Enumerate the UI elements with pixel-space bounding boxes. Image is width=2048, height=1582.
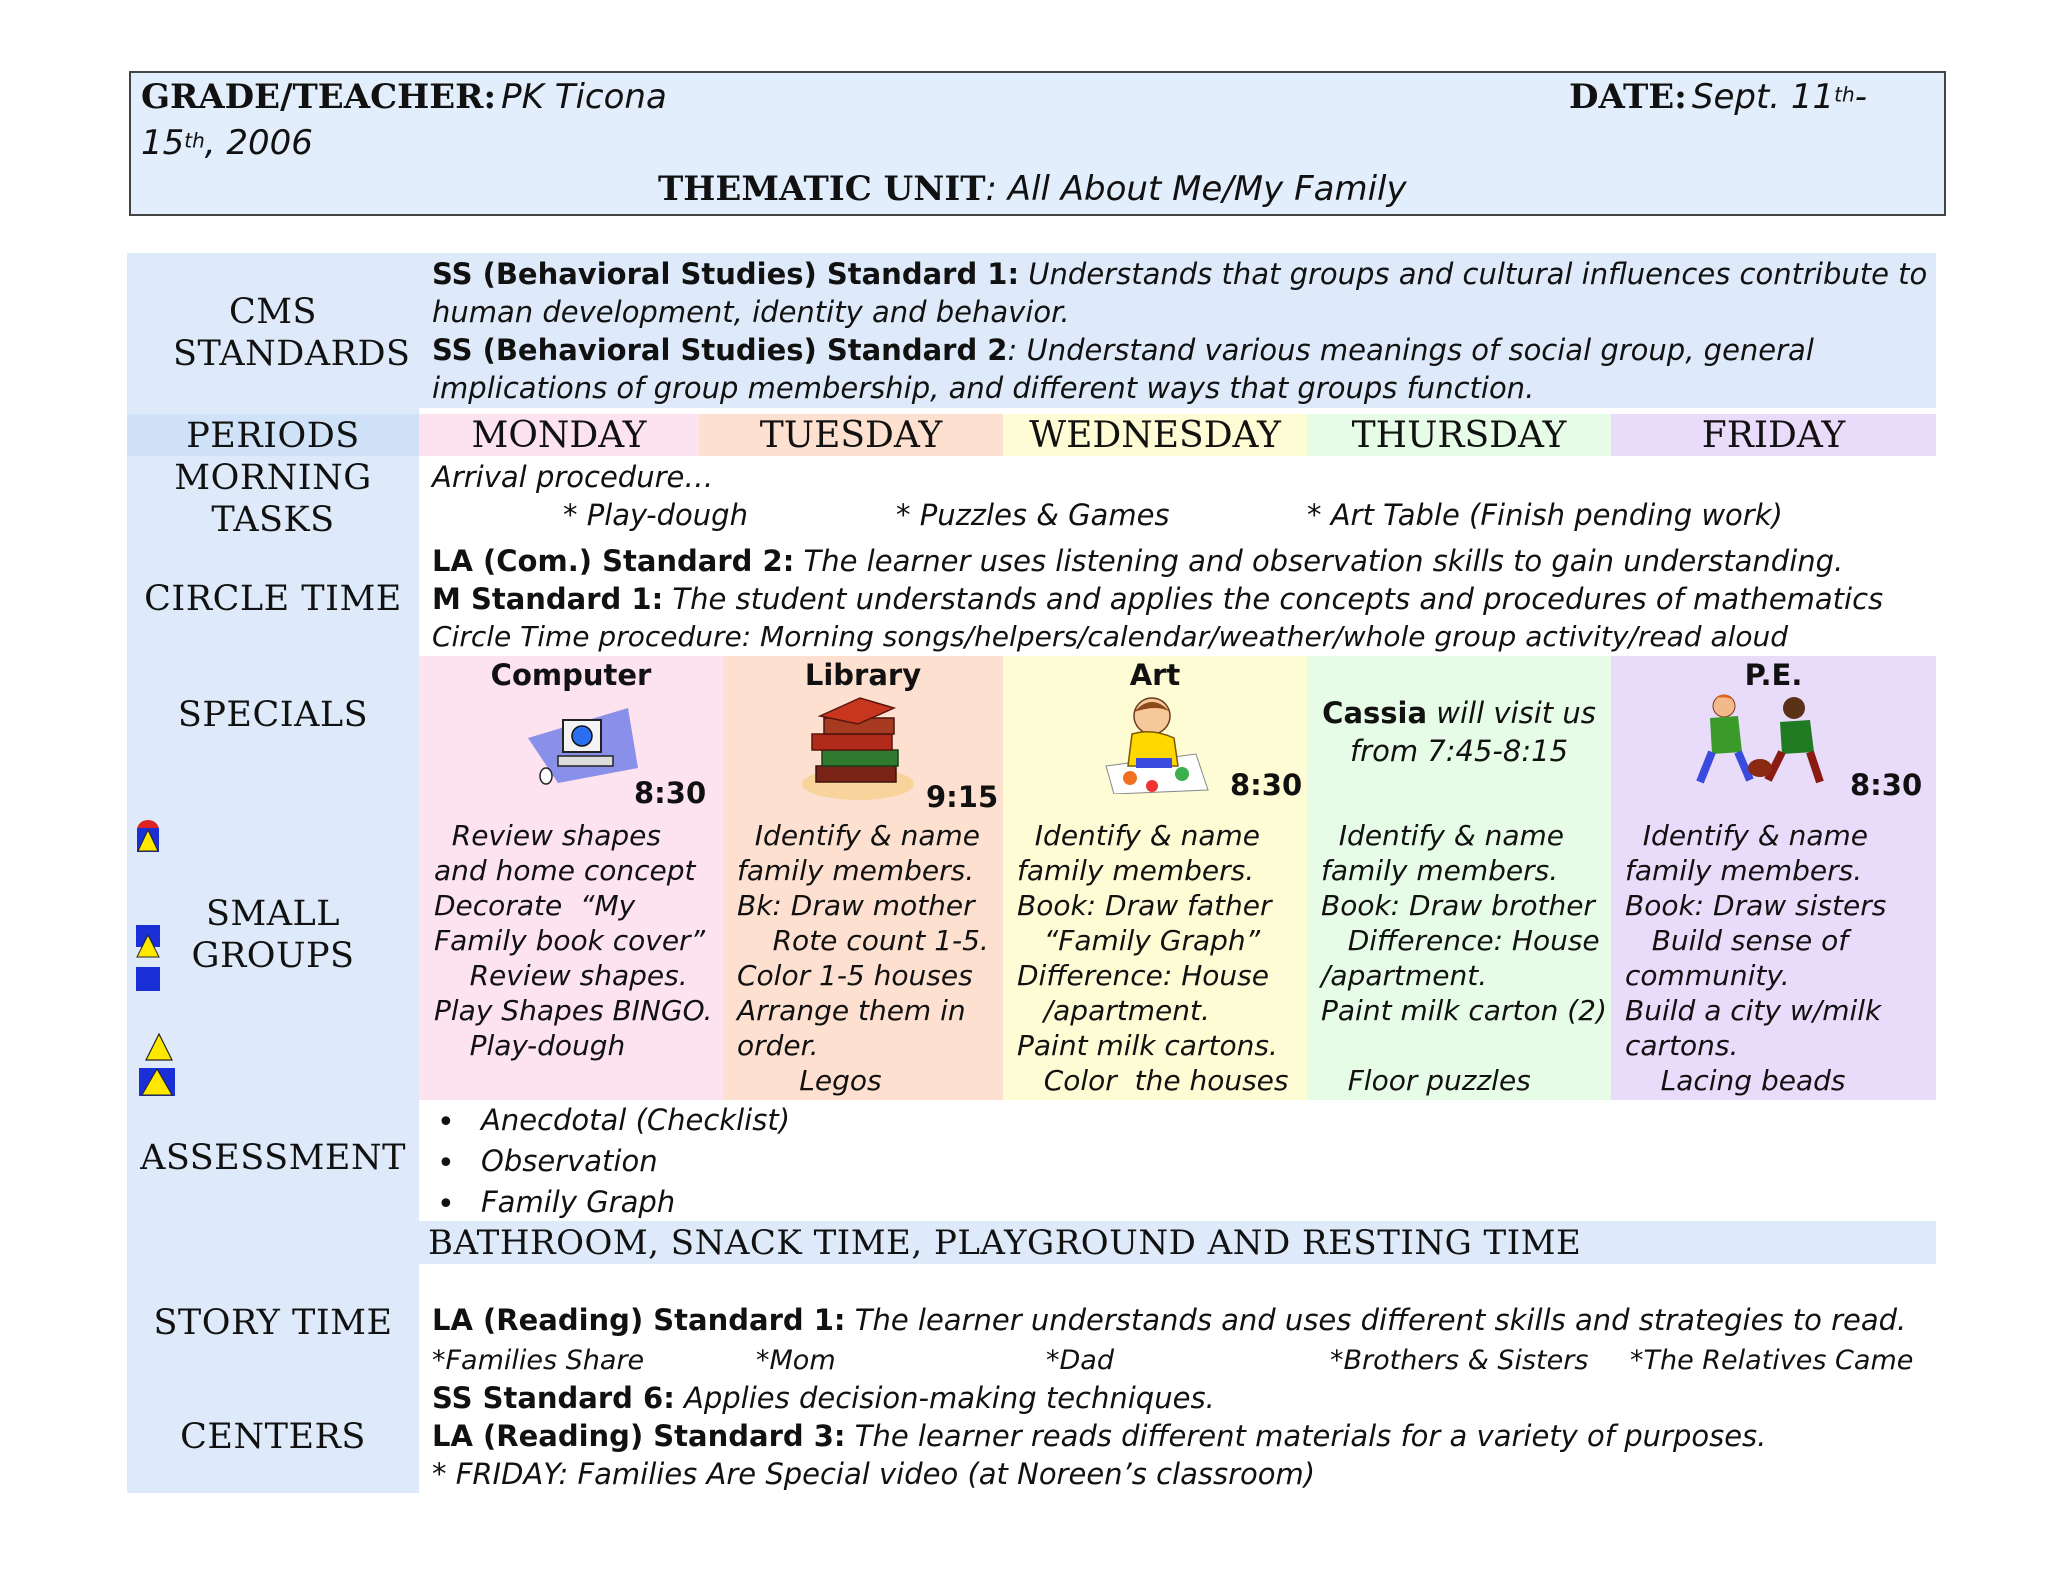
special-thursday	[1307, 694, 1611, 770]
morning-arrival: Arrival procedure…	[432, 460, 714, 494]
small-group-line: Review shapes	[434, 819, 661, 852]
morning-item-playdough: * Play-dough	[563, 498, 748, 532]
period-morning-tasks: MORNING TASKS	[174, 458, 372, 540]
bullet-icon: •	[437, 1187, 455, 1222]
assessment-item: Observation	[481, 1144, 658, 1178]
small-group-line: Family book cover”	[434, 924, 706, 957]
assessment-item: Family Graph	[481, 1185, 676, 1219]
unit-value: : All About Me/My Family	[985, 169, 1407, 209]
period-small-groups: SMALL GROUPS	[191, 894, 355, 976]
small-group-line: Build sense of	[1625, 924, 1849, 957]
small-group-line: /apartment.	[1321, 959, 1488, 992]
small-group-line: family members.	[1625, 854, 1863, 887]
transition-band: BATHROOM, SNACK TIME, PLAYGROUND AND RESTING TIME	[428, 1223, 1582, 1263]
small-group-line: “Family Graph”	[1017, 924, 1261, 957]
date-end-year: , 2006	[204, 123, 313, 163]
day-header-friday: FRIDAY	[1701, 415, 1846, 456]
shape-marker-icon-1	[135, 818, 161, 854]
shape-marker-icon-2	[135, 925, 161, 993]
period-story-time: STORY TIME	[153, 1303, 393, 1343]
grade-teacher	[141, 77, 667, 117]
story-book: *The Relatives Came	[1630, 1345, 1914, 1376]
small-group-line: Book: Draw sisters	[1625, 889, 1887, 922]
story-book: *Families Share	[432, 1345, 645, 1376]
story-book: *Brothers & Sisters	[1330, 1345, 1589, 1376]
circle-la-standard: LA (Com.) Standard 2: The learner uses listening and observation skills to gain understanding.	[432, 544, 1844, 578]
centers-ss-standard: SS Standard 6: Applies decision-making techniques.	[432, 1381, 1215, 1415]
small-group-line: Paint milk cartons.	[1017, 1029, 1278, 1062]
period-circle-time: CIRCLE TIME	[144, 579, 402, 619]
unit-label: THEMATIC UNIT	[658, 169, 986, 209]
story-standard: LA (Reading) Standard 1: The learner understands and uses different skills and strategies to read.	[432, 1303, 1907, 1337]
date-sup: th	[1834, 82, 1855, 107]
small-group-line: family members.	[1017, 854, 1255, 887]
date-line2	[141, 123, 313, 163]
special-wednesday-title: Art	[1129, 658, 1181, 692]
small-group-line: Difference: House	[1017, 959, 1269, 992]
cms-std1-line1: SS (Behavioral Studies) Standard 1: Understands that groups and cultural influences contribute to	[432, 257, 1928, 291]
cms-std2-line1: SS (Behavioral Studies) Standard 2: Understand various meanings of social group, general	[432, 333, 1814, 367]
small-group-line: Bk: Draw mother	[737, 889, 975, 922]
small-group-line: Decorate “My	[434, 889, 636, 922]
small-group-line: Review shapes.	[434, 959, 688, 992]
period-centers: CENTERS	[180, 1417, 366, 1457]
small-group-line: Play-dough	[434, 1029, 626, 1062]
small-group-line: Paint milk carton (2)	[1321, 994, 1607, 1027]
special-tuesday-time: 9:15	[926, 780, 999, 814]
period-specials: SPECIALS	[177, 695, 369, 735]
small-group-line: Arrange them in	[737, 994, 966, 1027]
story-book: *Dad	[1046, 1345, 1114, 1376]
story-book: *Mom	[756, 1345, 836, 1376]
books-icon	[798, 694, 916, 804]
morning-item-puzzles: * Puzzles & Games	[896, 498, 1170, 532]
date-end-day: 15	[141, 123, 185, 163]
date-label: DATE:	[1569, 77, 1687, 117]
special-thursday-line1: Cassia will visit us	[1322, 696, 1596, 730]
grade-label: GRADE/TEACHER:	[141, 77, 496, 117]
small-group-line: Color the houses	[1017, 1064, 1289, 1097]
special-friday-time: 8:30	[1850, 768, 1923, 802]
morning-item-art-table: * Art Table (Finish pending work)	[1307, 498, 1783, 532]
date	[1569, 77, 1867, 117]
date-dash: -	[1854, 77, 1867, 117]
triangle-icon	[145, 1032, 173, 1062]
small-group-line: order.	[737, 1029, 819, 1062]
period-assessment: ASSESSMENT	[140, 1138, 406, 1178]
small-group-line: Lacing beads	[1625, 1064, 1846, 1097]
day-header-monday: MONDAY	[471, 415, 647, 456]
centers-friday-note: * FRIDAY: Families Are Special video (at Noreen’s classroom)	[432, 1457, 1316, 1491]
bullet-icon: •	[437, 1146, 455, 1181]
date-end-sup: th	[184, 128, 205, 153]
computer-icon	[518, 698, 638, 788]
day-header-thursday: THURSDAY	[1351, 415, 1567, 456]
cms-std2-line2: implications of group membership, and different ways that groups function.	[432, 371, 1535, 405]
special-wednesday-time: 8:30	[1230, 768, 1303, 802]
small-group-line: Identify & name	[1625, 819, 1869, 852]
date-value: Sept. 11	[1691, 77, 1835, 117]
assessment-item: Anecdotal (Checklist)	[481, 1103, 791, 1137]
small-group-line: and home concept	[434, 854, 696, 887]
triangle-square-icon	[139, 1066, 175, 1096]
small-group-line: Floor puzzles	[1321, 1064, 1531, 1097]
small-group-line: Legos	[737, 1064, 882, 1097]
small-group-line: Difference: House	[1321, 924, 1600, 957]
special-thursday-line2: from 7:45-8:15	[1349, 734, 1569, 768]
thematic-unit	[658, 169, 1407, 209]
small-group-line: cartons.	[1625, 1029, 1739, 1062]
small-group-line: Identify & name	[1321, 819, 1565, 852]
small-group-line: family members.	[1321, 854, 1559, 887]
cms-std1-line2: human development, identity and behavior.	[432, 295, 1070, 329]
centers-la-standard: LA (Reading) Standard 3: The learner reads different materials for a variety of purposes.	[432, 1419, 1767, 1453]
circle-m-standard: M Standard 1: The student understands and applies the concepts and procedures of mathematics	[432, 582, 1884, 616]
period-periods: PERIODS	[186, 416, 360, 456]
small-group-line: /apartment.	[1017, 994, 1210, 1027]
small-group-line: Identify & name	[737, 819, 981, 852]
small-group-line: Book: Draw brother	[1321, 889, 1595, 922]
child-painting-icon	[1100, 694, 1212, 794]
small-group-line: family members.	[737, 854, 975, 887]
special-monday-title: Computer	[490, 658, 652, 692]
small-group-line: Rote count 1-5.	[737, 924, 989, 957]
kids-exercise-icon	[1690, 692, 1840, 792]
small-group-line: community.	[1625, 959, 1790, 992]
small-group-line: Book: Draw father	[1017, 889, 1272, 922]
small-group-line: Play Shapes BINGO.	[434, 994, 713, 1027]
header-box	[129, 71, 1946, 216]
small-group-line: Identify & name	[1017, 819, 1261, 852]
special-tuesday-title: Library	[804, 658, 922, 692]
bullet-icon: •	[437, 1105, 455, 1140]
special-monday-time: 8:30	[634, 776, 707, 810]
day-header-wednesday: WEDNESDAY	[1029, 415, 1281, 456]
small-group-line: Color 1-5 houses	[737, 959, 973, 992]
day-header-tuesday: TUESDAY	[759, 415, 943, 456]
special-friday-title: P.E.	[1744, 658, 1803, 692]
small-group-line: Build a city w/milk	[1625, 994, 1882, 1027]
period-cms-standards: CMS STANDARDS	[173, 292, 411, 374]
grade-value: PK Ticona	[501, 77, 667, 117]
circle-procedure: Circle Time procedure: Morning songs/helpers/calendar/weather/whole group activity/read aloud	[432, 620, 1789, 653]
